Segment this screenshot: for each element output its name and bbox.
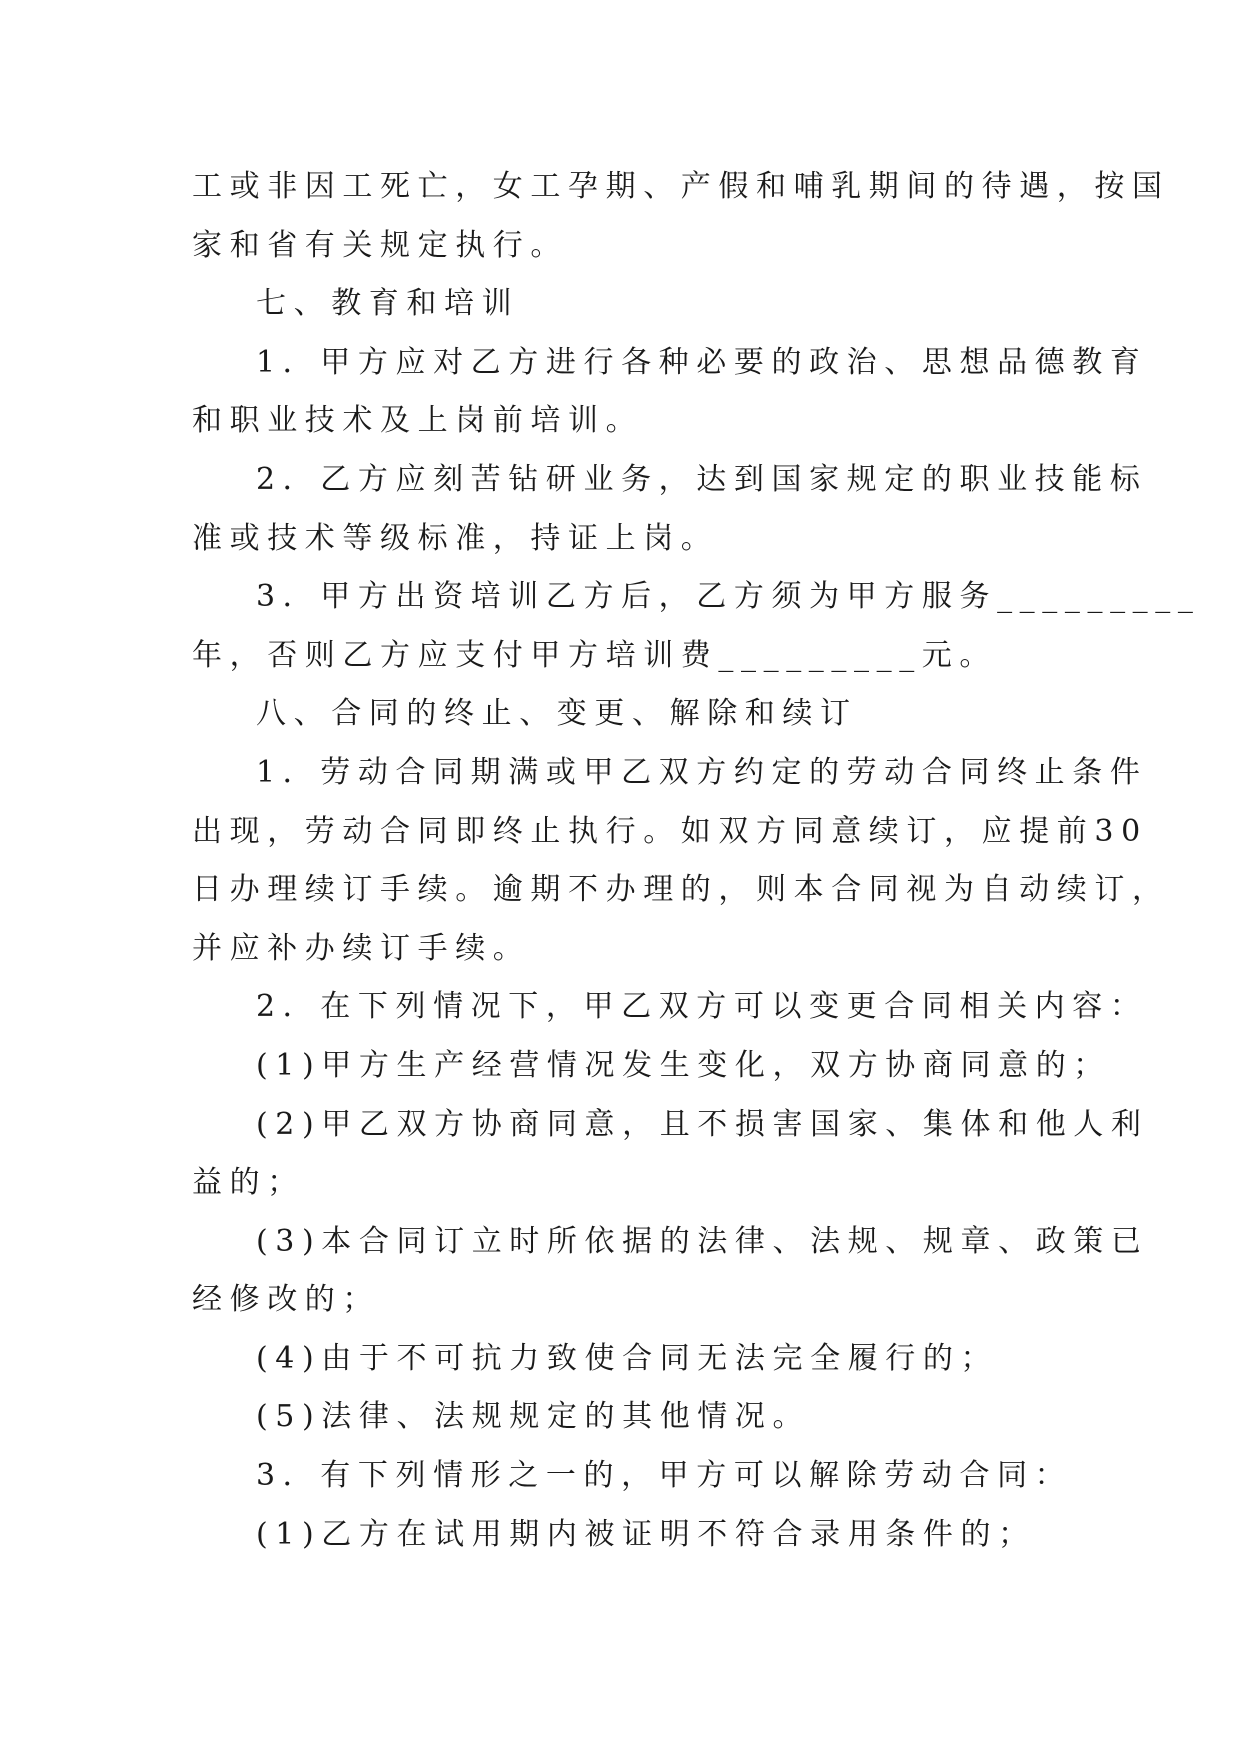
body-line: 家和省有关规定执行。 [192,227,568,263]
body-line: 经修改的； [192,1282,380,1318]
body-line: 准或技术等级标准，持证上岗。 [192,520,719,556]
body-line: 日办理续订手续。逾期不办理的，则本合同视为自动续订， [192,872,1170,908]
body-line: 益的； [192,1165,305,1201]
body-line: 出现，劳动合同即终止执行。如双方同意续订，应提前30 [192,813,1148,849]
sub-clause-line: (4)由于不可抗力致使合同无法完全履行的； [256,1340,999,1376]
sub-clause-line: (2)甲乙双方协商同意，且不损害国家、集体和他人利 [256,1106,1149,1142]
document-page [192,158,1201,1564]
section-heading: 八、合同的终止、变更、解除和续订 [256,696,858,732]
sub-clause-line: (1)甲方生产经营情况发生变化，双方协商同意的； [256,1047,1111,1083]
clause-line: 1．甲方应对乙方进行各种必要的政治、思想品德教育 [256,344,1148,380]
section-heading: 七、教育和培训 [256,286,520,322]
clause-line: 2．在下列情况下，甲乙双方可以变更合同相关内容： [256,989,1148,1025]
body-line: 和职业技术及上岗前培训。 [192,403,644,439]
clause-line: 3．甲方出资培训乙方后，乙方须为甲方服务_________ [256,579,1201,615]
sub-clause-line: (5)法律、法规规定的其他情况。 [256,1399,811,1435]
sub-clause-line: (3)本合同订立时所依据的法律、法规、规章、政策已 [256,1223,1149,1259]
body-line: 并应补办续订手续。 [192,930,531,966]
clause-line: 2．乙方应刻苦钻研业务，达到国家规定的职业技能标 [256,461,1148,497]
body-line: 年，否则乙方应支付甲方培训费_________元。 [192,637,997,673]
clause-line: 1．劳动合同期满或甲乙双方约定的劳动合同终止条件 [256,754,1148,790]
clause-line: 3．有下列情形之一的，甲方可以解除劳动合同： [256,1458,1073,1494]
body-line: 工或非因工死亡，女工孕期、产假和哺乳期间的待遇，按国 [192,169,1170,204]
sub-clause-line: (1)乙方在试用期内被证明不符合录用条件的； [256,1516,1036,1552]
